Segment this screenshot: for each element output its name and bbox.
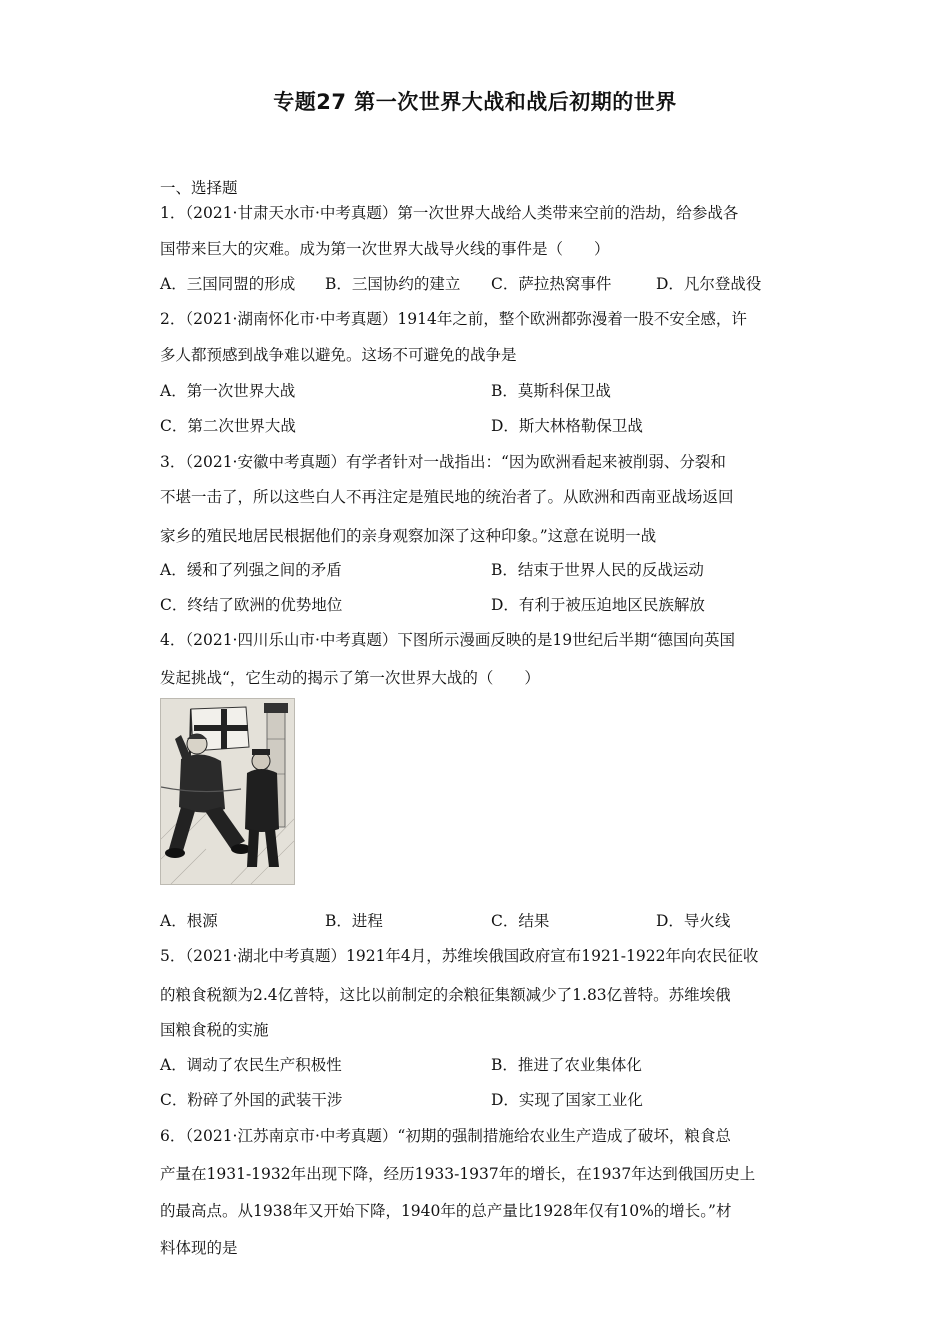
q1-option-c: C．萨拉热窝事件 (491, 275, 612, 293)
q2-option-a: A．第一次世界大战 (160, 382, 296, 400)
q4-option-d: D．导火线 (656, 912, 731, 930)
q5-option-d: D．实现了国家工业化 (491, 1091, 643, 1109)
question-6-line-3: 的最高点。从1938年又开始下降，1940年的总产量比1928年仅有10%的增长。”材 (160, 1202, 732, 1220)
question-5-line-3: 国粮食税的实施 (160, 1021, 269, 1039)
question-1-line-2: 国带来巨大的灾难。成为第一次世界大战导火线的事件是（ ） (160, 240, 610, 258)
q5-option-a: A．调动了农民生产积极性 (160, 1056, 342, 1074)
q3-option-b: B．结束于世界人民的反战运动 (491, 561, 704, 579)
question-2-line-2: 多人都预感到战争难以避免。这场不可避免的战争是 (160, 346, 517, 364)
q2-option-c: C．第二次世界大战 (160, 417, 296, 435)
q3-option-a: A．缓和了列强之间的矛盾 (160, 561, 342, 579)
q2-option-b: B．莫斯科保卫战 (491, 382, 611, 400)
q1-option-d: D．凡尔登战役 (656, 275, 762, 293)
q4-option-c: C．结果 (491, 912, 550, 930)
q5-option-c: C．粉碎了外国的武装干涉 (160, 1091, 343, 1109)
page-title: 专题27 第一次世界大战和战后初期的世界 (273, 90, 677, 114)
question-4-line-2: 发起挑战“，它生动的揭示了第一次世界大战的（ ） (160, 669, 540, 687)
cartoon-drawing (161, 699, 294, 884)
question-6-line-2: 产量在1931-1932年出现下降，经历1933-1937年的增长，在1937年达到俄国历史上 (160, 1165, 756, 1183)
q4-option-a: A．根源 (160, 912, 218, 930)
q5-option-b: B．推进了农业集体化 (491, 1056, 642, 1074)
q1-option-a: A．三国同盟的形成 (160, 275, 296, 293)
q2-option-d: D．斯大林格勒保卫战 (491, 417, 643, 435)
question-3-line-3: 家乡的殖民地居民根据他们的亲身观察加深了这种印象。”这意在说明一战 (160, 527, 657, 545)
q1-option-b: B．三国协约的建立 (325, 275, 461, 293)
question-2-line-1: 2．（2021·湖南怀化市·中考真题）1914年之前，整个欧洲都弥漫着一股不安全感，许 (160, 310, 747, 328)
question-1-line-1: 1．（2021·甘肃天水市·中考真题）第一次世界大战给人类带来空前的浩劫，给参战各 (160, 204, 739, 222)
cartoon-illustration (160, 698, 295, 885)
question-6-line-4: 料体现的是 (160, 1239, 238, 1257)
question-3-line-2: 不堪一击了，所以这些白人不再注定是殖民地的统治者了。从欧洲和西南亚战场返回 (160, 488, 734, 506)
question-6-line-1: 6．（2021·江苏南京市·中考真题）“初期的强制措施给农业生产造成了破坏，粮食总 (160, 1127, 731, 1145)
q3-option-d: D．有利于被压迫地区民族解放 (491, 596, 705, 614)
question-4-line-1: 4．（2021·四川乐山市·中考真题）下图所示漫画反映的是19世纪后半期“德国向英国 (160, 631, 736, 649)
question-5-line-2: 的粮食税额为2.4亿普特，这比以前制定的余粮征集额减少了1.83亿普特。苏维埃俄 (160, 986, 731, 1004)
question-5-line-1: 5．（2021·湖北中考真题）1921年4月，苏维埃俄国政府宣布1921-1922年向农民征收 (160, 947, 759, 965)
q4-option-b: B．进程 (325, 912, 383, 930)
question-3-line-1: 3．（2021·安徽中考真题）有学者针对一战指出：“因为欧洲看起来被削弱、分裂和 (160, 453, 726, 471)
q3-option-c: C．终结了欧洲的优势地位 (160, 596, 343, 614)
section-heading: 一、选择题 (160, 179, 238, 197)
